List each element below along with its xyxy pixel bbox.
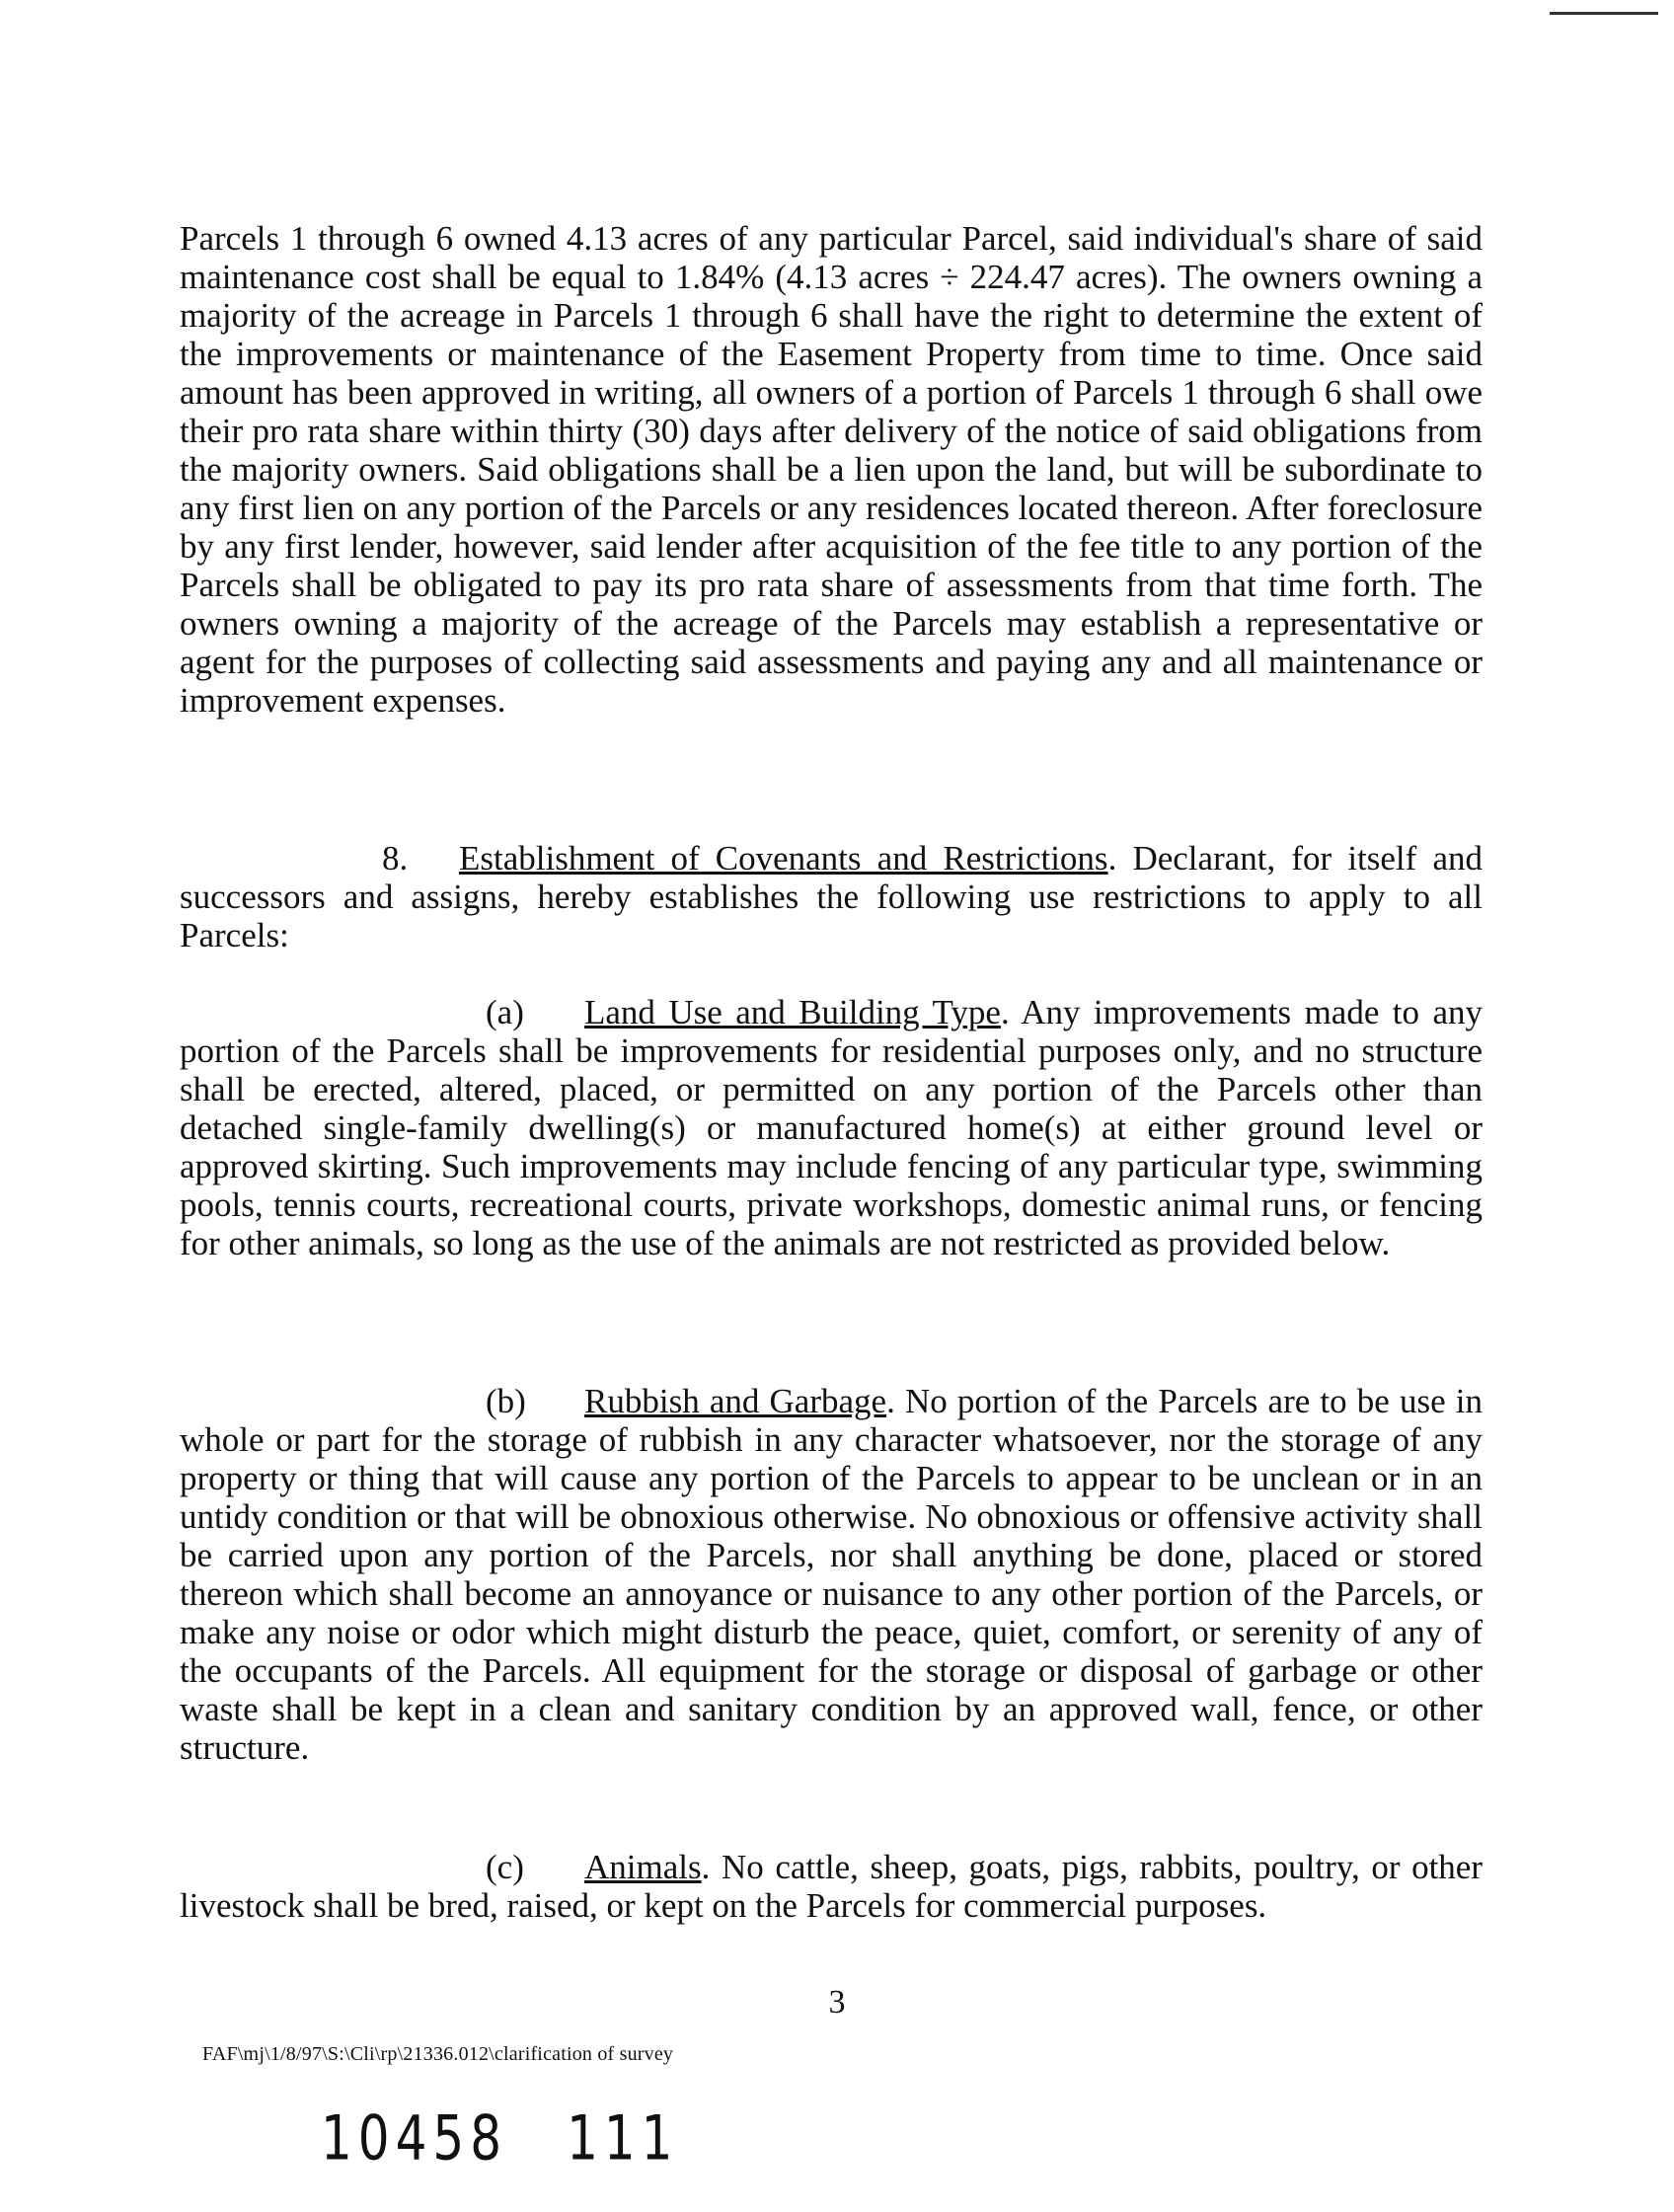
subsection-c-text: . No cattle, sheep, goats, pigs, rabbits, poultry, or other livestock shall be bred, raised, or kept on the Parcels for commercial purposes. — [180, 1848, 1483, 1925]
stamp-page-number: 111 — [567, 2102, 679, 2174]
subsection-b-label: (b) — [486, 1382, 526, 1420]
section-8-paragraph — [180, 839, 1483, 954]
subsection-b-paragraph — [180, 1382, 1483, 1767]
subsection-b-heading: Rubbish and Garbage — [584, 1382, 887, 1420]
section-8-number: 8. — [382, 839, 409, 877]
stamp-book-number: 10458 — [321, 2102, 508, 2174]
subsection-a-label: (a) — [486, 993, 524, 1031]
section-8-heading: Establishment of Covenants and Restrictions — [459, 839, 1108, 877]
intro-paragraph: Parcels 1 through 6 owned 4.13 acres of any particular Parcel, said individual's share of said maintenance cost shall be equal to 1.84% (4.13 acres ÷ 224.47 acres). The owners owning a majority of the acreage in Parcels 1 through 6 shall have the right to determine the extent of the improvements or maintenance of the Easement Property from time to time. Once said amount has been approved in writing, all owners of a portion of Parcels 1 through 6 shall owe their pro rata share within thirty (30) days after delivery of the notice of said obligations from the majority owners. Said obligations shall be a lien upon the land, but will be subordinate to any first lien on any portion of the Parcels or any residences located thereon. After foreclosure by any first lender, however, said lender after acquisition of the fee title to any portion of the Parcels shall be obligated to pay its pro rata share of assessments from that time forth. The owners owning a majority of the acreage of the Parcels may establish a representative or agent for the purposes of collecting said assessments and paying any and all maintenance or improvement expenses. — [180, 219, 1483, 720]
subsection-b-text: . No portion of the Parcels are to be use in whole or part for the storage of rubbish in any character whatsoever, nor the storage of any property or thing that will cause any portion of the Parcels to appear to be unclean or in an untidy condition or that will be obnoxious otherwise. No obnoxious or offensive activity shall be carried upon any portion of the Parcels, nor shall anything be done, placed or stored thereon which shall become an annoyance or nuisance to any other portion of the Parcels, or make any noise or odor which might disturb the peace, quiet, comfort, or serenity of any of the occupants of the Parcels. All equipment for the storage or disposal of garbage or other waste shall be kept in a clean and sanitary condition by an approved wall, fence, or other structure. — [180, 1382, 1483, 1767]
subsection-a-paragraph — [180, 993, 1483, 1262]
subsection-a-heading: Land Use and Building Type — [584, 993, 1001, 1031]
section-8-text: . Declarant, for itself and successors and assigns, hereby establishes the following use restrictions to apply to all Parcels: — [180, 839, 1483, 954]
recording-stamp — [321, 2102, 738, 2174]
footer-file-path: FAF\mj\1/8/97\S:\Cli\rp\21336.012\clarification of survey — [202, 2043, 674, 2065]
top-edge-rule — [1550, 12, 1658, 15]
subsection-c-label: (c) — [486, 1848, 524, 1886]
page-number: 3 — [828, 1984, 846, 2021]
subsection-c-heading: Animals — [584, 1848, 702, 1886]
subsection-a-text: . Any improvements made to any portion of the Parcels shall be improvements for residential purposes only, and no structure shall be erected, altered, placed, or permitted on any portion of the Parcels other than detached single-family dwelling(s) or manufactured home(s) at either ground level or approved skirting. Such improvements may include fencing of any particular type, swimming pools, tennis courts, recreational courts, private workshops, domestic animal runs, or fencing for other animals, so long as the use of the animals are not restricted as provided below. — [180, 993, 1483, 1262]
subsection-c-paragraph — [180, 1848, 1483, 1925]
